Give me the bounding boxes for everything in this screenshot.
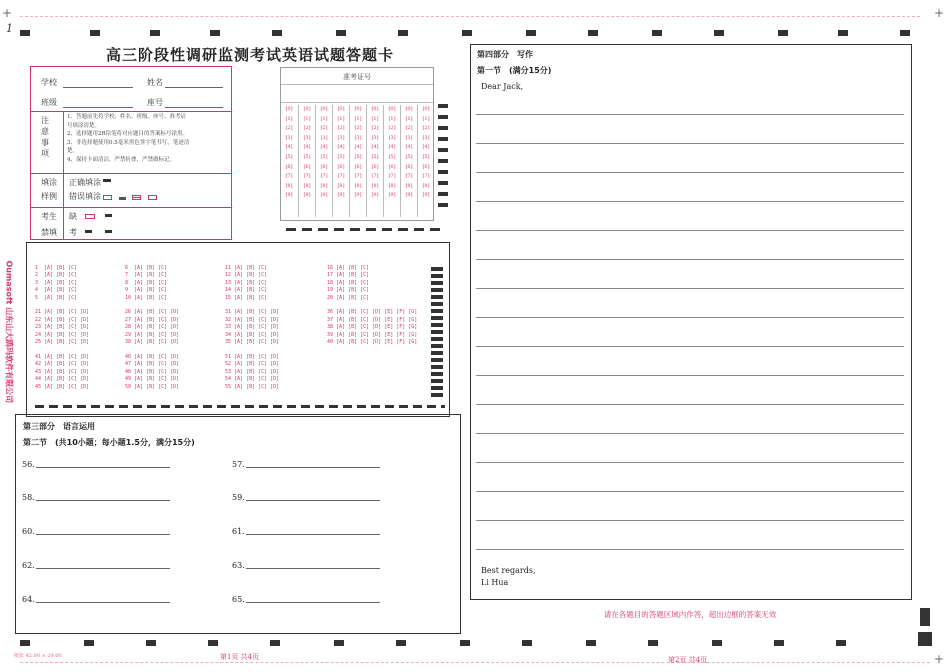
correct-fill-label: 正确填涂	[69, 178, 101, 187]
blank-61-field[interactable]	[246, 534, 380, 535]
blank-59-label: 59.	[232, 493, 245, 502]
objective-answer-box	[26, 242, 450, 417]
admission-number-box	[280, 67, 434, 221]
blank-56-label: 56.	[22, 460, 35, 469]
blank-57-field[interactable]	[246, 467, 380, 468]
blank-64-label: 64.	[22, 595, 35, 604]
section4-box	[470, 44, 912, 600]
notice-text: 1、答题前先将学校、姓名、班级、座号、准考证 号填涂清楚。 2、选择题用2B铅笔将对应题目的答案标号涂黑。 3、非选择题使用0.5毫米黑色签字笔书写，笔迹清 楚。 4、保持卡面清洁，严禁折叠，严禁做标记。	[67, 114, 190, 163]
blank-65-field[interactable]	[246, 602, 380, 603]
admission-digit-column[interactable]: [0] [1] [2] [3] [4] [5] [6] [7] [8] [9]	[366, 105, 383, 217]
blank-57-label: 57.	[232, 460, 245, 469]
right-edge-mark-2	[918, 632, 932, 646]
school-label: 学校	[41, 78, 57, 87]
page-corner-number: 1	[6, 22, 13, 35]
admission-digit-column[interactable]: [0] [1] [2] [3] [4] [5] [6] [7] [8] [9]	[349, 105, 366, 217]
section4-subtitle: 第一节 (满分15分)	[477, 66, 552, 75]
name-field[interactable]	[165, 87, 223, 88]
admission-digit-column[interactable]: [0] [1] [2] [3] [4] [5] [6] [7] [8] [9]	[285, 106, 293, 199]
admission-digit-column[interactable]: [0] [1] [2] [3] [4] [5] [6] [7] [8] [9]	[417, 105, 434, 217]
blank-62-field[interactable]	[36, 568, 170, 569]
admission-digit-column[interactable]: [0] [1] [2] [3] [4] [5] [6] [7] [8] [9]	[332, 105, 349, 217]
blank-56-field[interactable]	[36, 467, 170, 468]
objective-bottom-marks	[35, 405, 445, 408]
answer-column-1[interactable]: 1 [A] [B] [C] 2 [A] [B] [C] 3 [A] [B] [C] 4 [A] [B] [C] 5 [A] [B] [C] 21 [A] [B] [C] [D] 22 [A] [B] [C] [D] 23 [A] [B] [C] [D] 24 [A] [B] [C] [D] 25 [A] [B] [C] [D] 41 [A] [B] [C] [D] 42 [A] [B] [C] [D] 43 [A] [B] [C] [D] 44 [A] [B] [C] [D] 45 [A] [B] [C] [D]	[35, 265, 90, 390]
notice-label: 注意事项	[41, 116, 49, 158]
blank-61-label: 61.	[232, 527, 245, 536]
class-field[interactable]	[63, 107, 133, 108]
signature-text: Li Hua	[481, 578, 509, 587]
section3-title: 第三部分 语言运用	[23, 422, 95, 431]
student-info-box	[30, 66, 232, 240]
top-dashed-border	[20, 16, 920, 17]
blank-64-field[interactable]	[36, 602, 170, 603]
admission-digit-column[interactable]: [0] [1] [2] [3] [4] [5] [6] [7] [8] [9]	[400, 105, 417, 217]
admission-digit-column[interactable]: [0] [1] [2] [3] [4] [5] [6] [7] [8] [9]	[315, 105, 332, 217]
section3-subtitle: 第二节 (共10小题；每小题1.5分，满分15分)	[23, 438, 195, 447]
banned-mark-2	[105, 230, 112, 233]
wrong-fill-label: 错误填涂	[69, 192, 101, 201]
admission-digit-column[interactable]: [0] [1] [2] [3] [4] [5] [6] [7] [8] [9]	[298, 105, 315, 217]
boundary-warning: 请在各题目的答题区域内作答，超出边框的答案无效	[603, 610, 777, 619]
absent-label: 考生	[41, 212, 57, 221]
greeting-text: Dear Jack,	[481, 82, 524, 91]
banned-mark-1	[85, 230, 92, 233]
side-brand: Oumasoft 山东山大鸥玛软件有限公司	[4, 260, 14, 404]
banned-label: 禁填	[41, 228, 57, 237]
blank-62-label: 62.	[22, 561, 35, 570]
class-label: 班级	[41, 98, 57, 107]
fill-label: 填涂	[41, 178, 57, 187]
crop-mark-bottom-right: +	[934, 652, 945, 666]
blank-59-field[interactable]	[246, 500, 380, 501]
page-number-right: 第2页 共4页	[668, 656, 708, 664]
blank-58-label: 58.	[22, 493, 35, 502]
crop-mark-top-right: +	[934, 6, 945, 20]
blank-60-label: 60.	[22, 527, 35, 536]
absent-text: 缺	[69, 212, 77, 221]
absent-mark	[105, 214, 112, 217]
paper-size-text: 纸张 42.00 × 29.00	[14, 653, 62, 659]
answer-column-3[interactable]: 11 [A] [B] [C] 12 [A] [B] [C] 13 [A] [B] [C] 14 [A] [B] [C] 15 [A] [B] [C] 31 [A] [B] [C] [D] 32 [A] [B] [C] [D] 33 [A] [B] [C] [D] 34 [A] [B] [C] [D] 35 [A] [B] [C] [D] 51 [A] [B] [C] [D] 52 [A] [B] [C] [D] 53 [A] [B] [C] [D] 54 [A] [B] [C] [D] 55 [A] [B] [C] [D]	[225, 265, 280, 390]
blank-63-field[interactable]	[246, 568, 380, 569]
blank-65-label: 65.	[232, 595, 245, 604]
footer-dashed-line	[20, 662, 930, 663]
admission-title: 准考证号	[343, 73, 371, 81]
admission-bottom-marks	[286, 228, 446, 231]
page-title: 高三阶段性调研监测考试英语试题答题卡	[105, 46, 394, 64]
exam-text: 考	[69, 228, 77, 237]
wrong-fill-samples	[103, 193, 157, 202]
answer-column-4[interactable]: 16 [A] [B] [C] 17 [A] [B] [C] 18 [A] [B] [C] 19 [A] [B] [C] 20 [A] [B] [C] 36 [A] [B] [C] [D] [E] [F] [G] 37 [A] [B] [C] [D] [E] [F] [G] 38 [A] [B] [C] [D] [E] [F] [G] 39 [A] [B] [C] [D] [E] [F] [G] 40 [A] [B] [C] [D] [E] [F] [G]	[327, 265, 418, 346]
correct-fill-sample	[103, 179, 111, 182]
seat-field[interactable]	[165, 107, 223, 108]
school-field[interactable]	[63, 87, 133, 88]
section4-title: 第四部分 写作	[477, 50, 533, 59]
page-number-left: 第1页 共4页	[220, 653, 260, 661]
answer-column-2[interactable]: 6 [A] [B] [C] 7 [A] [B] [C] 8 [A] [B] [C] 9 [A] [B] [C] 10 [A] [B] [C] 26 [A] [B] [C] [D] 27 [A] [B] [C] [D] 28 [A] [B] [C] [D] 29 [A] [B] [C] [D] 30 [A] [B] [C] [D] 46 [A] [B] [C] [D] 47 [A] [B] [C] [D] 48 [A] [B] [C] [D] 49 [A] [B] [C] [D] 50 [A] [B] [C] [D]	[125, 265, 180, 390]
right-edge-mark	[920, 608, 930, 626]
seat-label: 座号	[147, 98, 163, 107]
name-label: 姓名	[147, 78, 163, 87]
admission-digit-column[interactable]: [0] [1] [2] [3] [4] [5] [6] [7] [8] [9]	[383, 105, 400, 217]
blank-63-label: 63.	[232, 561, 245, 570]
blank-60-field[interactable]	[36, 534, 170, 535]
crop-mark-top-left: +	[2, 6, 13, 20]
blank-58-field[interactable]	[36, 500, 170, 501]
closing-text: Best regards,	[481, 566, 536, 575]
example-label: 样例	[41, 192, 57, 201]
absent-bubble[interactable]	[85, 214, 95, 219]
